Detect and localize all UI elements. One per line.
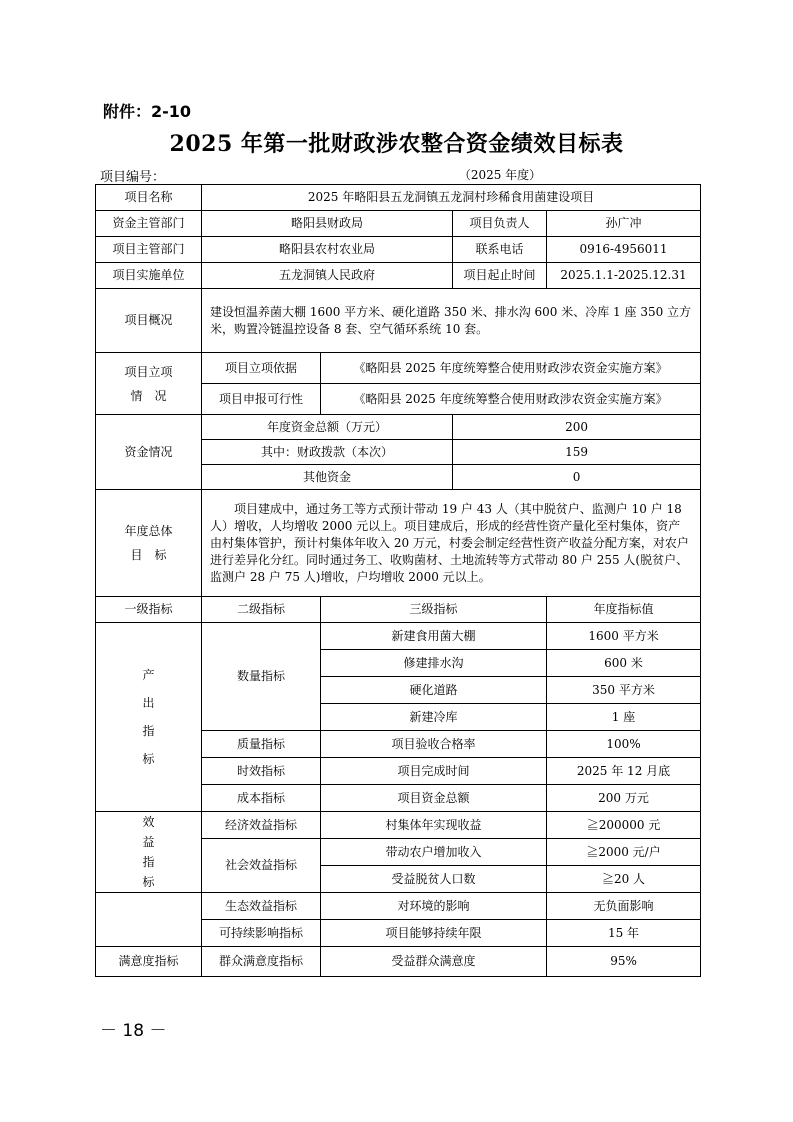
economic-indicator-label: 经济效益指标 <box>202 812 321 839</box>
eco-value: 无负面影响 <box>547 893 701 920</box>
crowd-name: 受益群众满意度 <box>321 947 547 977</box>
other-funds-label: 其他资金 <box>202 465 453 490</box>
quantity-name: 硬化道路 <box>321 677 547 704</box>
fiscal-funds-value: 159 <box>453 440 701 465</box>
benefit-indicator-label: 效益指标 <box>96 812 202 893</box>
economic-name: 村集体年实现收益 <box>321 812 547 839</box>
performance-table <box>95 184 701 977</box>
cost-value: 200 万元 <box>547 785 701 812</box>
quantity-value: 1600 平方米 <box>547 623 701 650</box>
page-number: － 18 － <box>100 1021 167 1041</box>
header-level1: 一级指标 <box>96 597 202 623</box>
approval-label <box>96 353 202 415</box>
approval-label-line1: 项目立项 <box>124 364 173 379</box>
overview-label: 项目概况 <box>96 289 202 353</box>
total-funds-value: 200 <box>453 415 701 440</box>
quality-value: 100% <box>547 731 701 758</box>
benefit-blank-cell <box>96 893 202 947</box>
sustain-indicator-label: 可持续影响指标 <box>202 920 321 947</box>
proj-dept-label: 项目主管部门 <box>96 237 202 263</box>
time-value: 2025 年 12 月底 <box>547 758 701 785</box>
social-value: ≧2000 元/户 <box>547 839 701 866</box>
table-row <box>96 893 701 920</box>
fund-dept-value: 略阳县财政局 <box>202 211 453 237</box>
cost-name: 项目资金总额 <box>321 785 547 812</box>
quantity-value: 1 座 <box>547 704 701 731</box>
quality-indicator-label: 质量指标 <box>202 731 321 758</box>
feasibility-value: 《略阳县 2025 年度统筹整合使用财政涉农资金实施方案》 <box>321 384 701 415</box>
table-row <box>96 623 701 650</box>
impl-value: 五龙洞镇人民政府 <box>202 263 453 289</box>
quantity-name: 修建排水沟 <box>321 650 547 677</box>
indicator-header-row <box>96 597 701 623</box>
attachment-label: 附件：2-10 <box>103 102 192 121</box>
sustain-value: 15 年 <box>547 920 701 947</box>
sustain-name: 项目能够持续年限 <box>321 920 547 947</box>
row-project-name <box>96 185 701 211</box>
crowd-value: 95% <box>547 947 701 977</box>
proj-dept-value: 略阳县农村农业局 <box>202 237 453 263</box>
approval-label-line2: 情 况 <box>130 388 167 403</box>
quantity-value: 350 平方米 <box>547 677 701 704</box>
social-indicator-label: 社会效益指标 <box>202 839 321 893</box>
leader-value: 孙广冲 <box>547 211 701 237</box>
social-value: ≧20 人 <box>547 866 701 893</box>
row-overview <box>96 289 701 353</box>
time-name: 项目完成时间 <box>321 758 547 785</box>
project-name-label: 项目名称 <box>96 185 202 211</box>
quantity-value: 600 米 <box>547 650 701 677</box>
table-row <box>96 947 701 977</box>
social-name: 受益脱贫人口数 <box>321 866 547 893</box>
annual-goal-value: 项目建成中，通过务工等方式预计带动 19 户 43 人（其中脱贫户、监测户 10 户 18 人）增收，人均增收 2000 元以上。项目建成后，形成的经营性资产量化至村集体，资产由村集体管护，预计村集体年收入 20 万元，村委会制定经营性资产收益分配方案，对农户进行差异化分红。同时通过务工、收购菌材、土地流转等方式带动 80 户 255 人(脱贫户、监测户 28 户 75 人)增收，户均增收 2000 元以上。 <box>202 490 701 597</box>
fund-dept-label: 资金主管部门 <box>96 211 202 237</box>
basis-label: 项目立项依据 <box>202 353 321 384</box>
quality-name: 项目验收合格率 <box>321 731 547 758</box>
row-impl <box>96 263 701 289</box>
quantity-name: 新建冷库 <box>321 704 547 731</box>
row-total-funds <box>96 415 701 440</box>
eco-name: 对环境的影响 <box>321 893 547 920</box>
table-row <box>96 812 701 839</box>
overview-value: 建设恒温养菌大棚 1600 平方米、硬化道路 350 米、排水沟 600 米、冷库 1 座 350 立方米，购置冷链温控设备 8 套、空气循环系统 10 套。 <box>202 289 701 353</box>
row-fund-dept <box>96 211 701 237</box>
quantity-indicator-label: 数量指标 <box>202 623 321 731</box>
leader-label: 项目负责人 <box>453 211 547 237</box>
project-name-value: 2025 年略阳县五龙洞镇五龙洞村珍稀食用菌建设项目 <box>202 185 701 211</box>
header-level3: 三级指标 <box>321 597 547 623</box>
basis-value: 《略阳县 2025 年度统筹整合使用财政涉农资金实施方案》 <box>321 353 701 384</box>
crowd-indicator-label: 群众满意度指标 <box>202 947 321 977</box>
social-name: 带动农户增加收入 <box>321 839 547 866</box>
output-indicator-label: 产出指标 <box>96 623 202 812</box>
phone-value: 0916-4956011 <box>547 237 701 263</box>
satisfaction-indicator-label: 满意度指标 <box>96 947 202 977</box>
feasibility-label: 项目申报可行性 <box>202 384 321 415</box>
annual-goal-label-line2: 目 标 <box>130 548 167 562</box>
row-basis <box>96 353 701 384</box>
year-label: （2025 年度） <box>458 168 542 182</box>
impl-label: 项目实施单位 <box>96 263 202 289</box>
project-code-label: 项目编号： <box>100 170 166 185</box>
economic-value: ≧200000 元 <box>547 812 701 839</box>
eco-indicator-label: 生态效益指标 <box>202 893 321 920</box>
cost-indicator-label: 成本指标 <box>202 785 321 812</box>
page-title: 2025 年第一批财政涉农整合资金绩效目标表 <box>169 131 624 157</box>
row-annual-goal <box>96 490 701 597</box>
quantity-name: 新建食用菌大棚 <box>321 623 547 650</box>
annual-goal-label-line1: 年度总体 <box>124 524 173 538</box>
header-level2: 二级指标 <box>202 597 321 623</box>
period-label: 项目起止时间 <box>453 263 547 289</box>
time-indicator-label: 时效指标 <box>202 758 321 785</box>
header-annual-value: 年度指标值 <box>547 597 701 623</box>
row-proj-dept <box>96 237 701 263</box>
total-funds-label: 年度资金总额（万元） <box>202 415 453 440</box>
fiscal-funds-label: 其中：财政拨款（本次） <box>202 440 453 465</box>
funds-label: 资金情况 <box>96 415 202 490</box>
period-value: 2025.1.1-2025.12.31 <box>547 263 701 289</box>
phone-label: 联系电话 <box>453 237 547 263</box>
annual-goal-label <box>96 490 202 597</box>
other-funds-value: 0 <box>453 465 701 490</box>
